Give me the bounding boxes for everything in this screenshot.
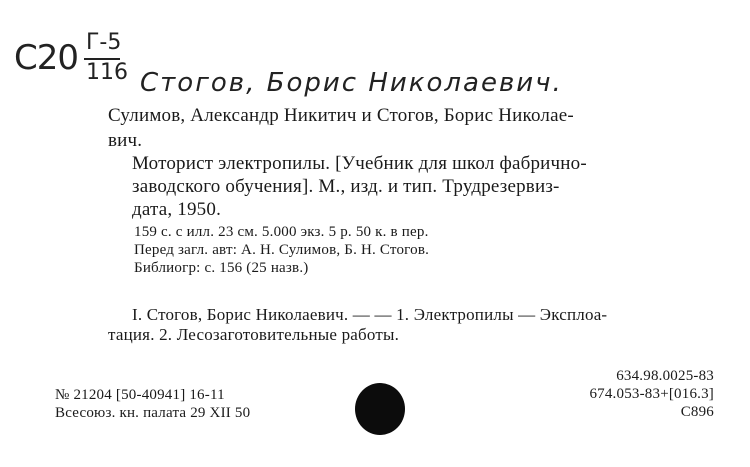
shelf-fraction-top: Г-5 [86,30,122,55]
classification-1: 634.98.0025-83 [616,368,714,384]
authors-line-2: вич. [108,130,143,151]
shelf-code: С20 [14,38,79,78]
author-heading: Стогов, Борис Николаевич. [140,68,563,98]
tracing-line-1: I. Стогов, Борис Николаевич. — — 1. Электропилы — Эксплоа- [132,305,608,324]
authors-line-1: Сулимов, Александр Никитич и Стогов, Борис Николае- [108,105,574,126]
shelf-fraction-bottom: 116 [86,60,128,85]
title-line-3: дата, 1950. [132,199,222,220]
title-line-2: заводского обучения]. М., изд. и тип. Трудрезервиз- [132,176,560,197]
title-line-1: Моторист электропилы. [Учебник для школ фабрично- [132,153,587,174]
classification-2: 674.053-83+[016.3] [589,386,714,402]
physical-details: 159 с. с илл. 23 см. 5.000 экз. 5 р. 50 к. в пер. [134,224,429,240]
record-number: № 21204 [50-40941] 16-11 [55,387,225,403]
tracing-line-2: тация. 2. Лесозаготовительные работы. [108,325,400,344]
bibliography-note: Библиогр: с. 156 (25 назв.) [134,260,309,276]
punch-hole [355,383,405,435]
book-chamber: Всесоюз. кн. палата 29 XII 50 [55,405,251,421]
classification-3: С896 [680,404,714,420]
authors-note: Перед загл. авт: А. Н. Сулимов, Б. Н. Стогов. [134,242,430,258]
